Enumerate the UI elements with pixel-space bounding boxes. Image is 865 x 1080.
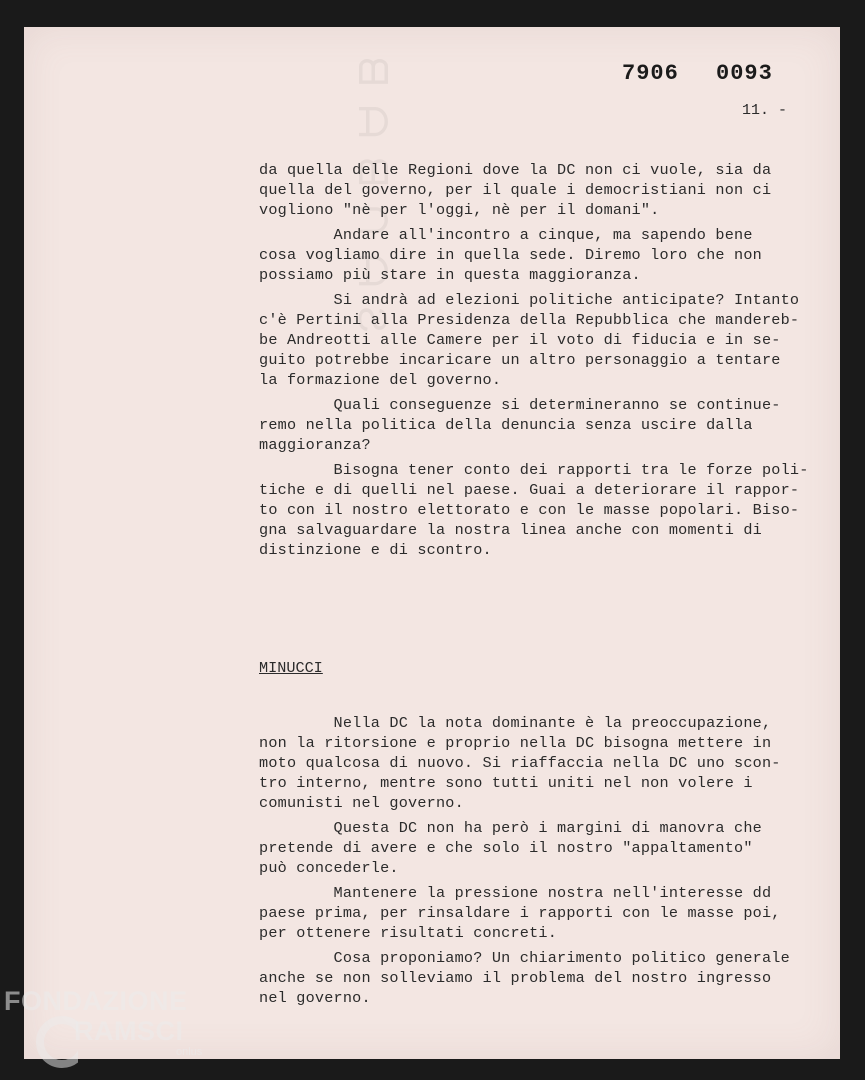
text-line: può concederle. — [259, 859, 399, 877]
body-text-top — [259, 160, 819, 560]
paragraph — [259, 818, 819, 878]
paragraph — [259, 948, 819, 1008]
paragraph — [259, 225, 819, 285]
text-line: Quali conseguenze si determineranno se continue- — [259, 396, 781, 414]
watermark-line2: RAMSCI — [74, 1016, 184, 1046]
paragraph — [259, 460, 819, 560]
bleed-through-text: ᗺ ᗩ ᗺ ᑎ ᗩ Ƨ — [350, 57, 394, 338]
paragraph — [259, 713, 819, 813]
text-line: Bisogna tener conto dei rapporti tra le forze poli- — [259, 461, 809, 479]
body-text-bottom — [259, 713, 819, 1008]
text-line: Mantenere la pressione nostra nell'interesse dd — [259, 884, 772, 902]
watermark-line3: onlus — [176, 1046, 203, 1058]
text-line: Si andrà ad elezioni politiche anticipate? Intanto — [259, 291, 800, 309]
text-line: maggioranza? — [259, 436, 371, 454]
text-line: remo nella politica della denuncia senza uscire dalla — [259, 416, 753, 434]
text-line: tiche e di quelli nel paese. Guai a deteriorare il rappor- — [259, 481, 800, 499]
document-number-b: 0093 — [716, 61, 773, 86]
text-line: paese prima, per rinsaldare i rapporti con le masse poi, — [259, 904, 781, 922]
text-line: Questa DC non ha però i margini di manovra che — [259, 819, 762, 837]
speaker-heading: MINUCCI — [259, 659, 323, 677]
document-number-a: 7906 — [622, 61, 679, 86]
gramsci-g-icon — [34, 1012, 78, 1072]
text-line: Cosa proponiamo? Un chiarimento politico generale — [259, 949, 790, 967]
text-line: Nella DC la nota dominante è la preoccupazione, — [259, 714, 772, 732]
text-line: possiamo più stare in questa maggioranza. — [259, 266, 641, 284]
text-line: nel governo. — [259, 989, 371, 1007]
text-line: anche se non solleviamo il problema del nostro ingresso — [259, 969, 772, 987]
text-line: Andare all'incontro a cinque, ma sapendo bene — [259, 226, 753, 244]
text-line: pretende di avere e che solo il nostro "appaltamento" — [259, 839, 753, 857]
paragraph — [259, 290, 819, 390]
paragraph — [259, 883, 819, 943]
text-line: tro interno, mentre sono tutti uniti nel non volere i — [259, 774, 753, 792]
text-line: cosa vogliamo dire in quella sede. Diremo loro che non — [259, 246, 762, 264]
watermark-line1: FONDAZIONE — [4, 986, 188, 1016]
paragraph — [259, 160, 819, 220]
text-line: to con il nostro elettorato e con le masse popolari. Biso- — [259, 501, 800, 519]
paragraph — [259, 395, 819, 455]
page-number: 11. - — [742, 102, 788, 119]
watermark-logo — [4, 986, 219, 1080]
text-line: per ottenere risultati concreti. — [259, 924, 558, 942]
text-line: distinzione e di scontro. — [259, 541, 492, 559]
text-line: vogliono "nè per l'oggi, nè per il domani". — [259, 201, 660, 219]
text-line: c'è Pertini alla Presidenza della Repubblica che mandereb- — [259, 311, 800, 329]
text-line: comunisti nel governo. — [259, 794, 464, 812]
text-line: da quella delle Regioni dove la DC non ci vuole, sia da — [259, 161, 772, 179]
text-line: be Andreotti alle Camere per il voto di fiducia e in se- — [259, 331, 781, 349]
text-line: la formazione del governo. — [259, 371, 502, 389]
text-line: moto qualcosa di nuovo. Si riaffaccia nella DC uno scon- — [259, 754, 781, 772]
text-line: guito potrebbe incaricare un altro personaggio a tentare — [259, 351, 781, 369]
text-line: non la ritorsione e proprio nella DC bisogna mettere in — [259, 734, 772, 752]
text-line: quella del governo, per il quale i democristiani non ci — [259, 181, 772, 199]
text-line: gna salvaguardare la nostra linea anche con momenti di — [259, 521, 762, 539]
